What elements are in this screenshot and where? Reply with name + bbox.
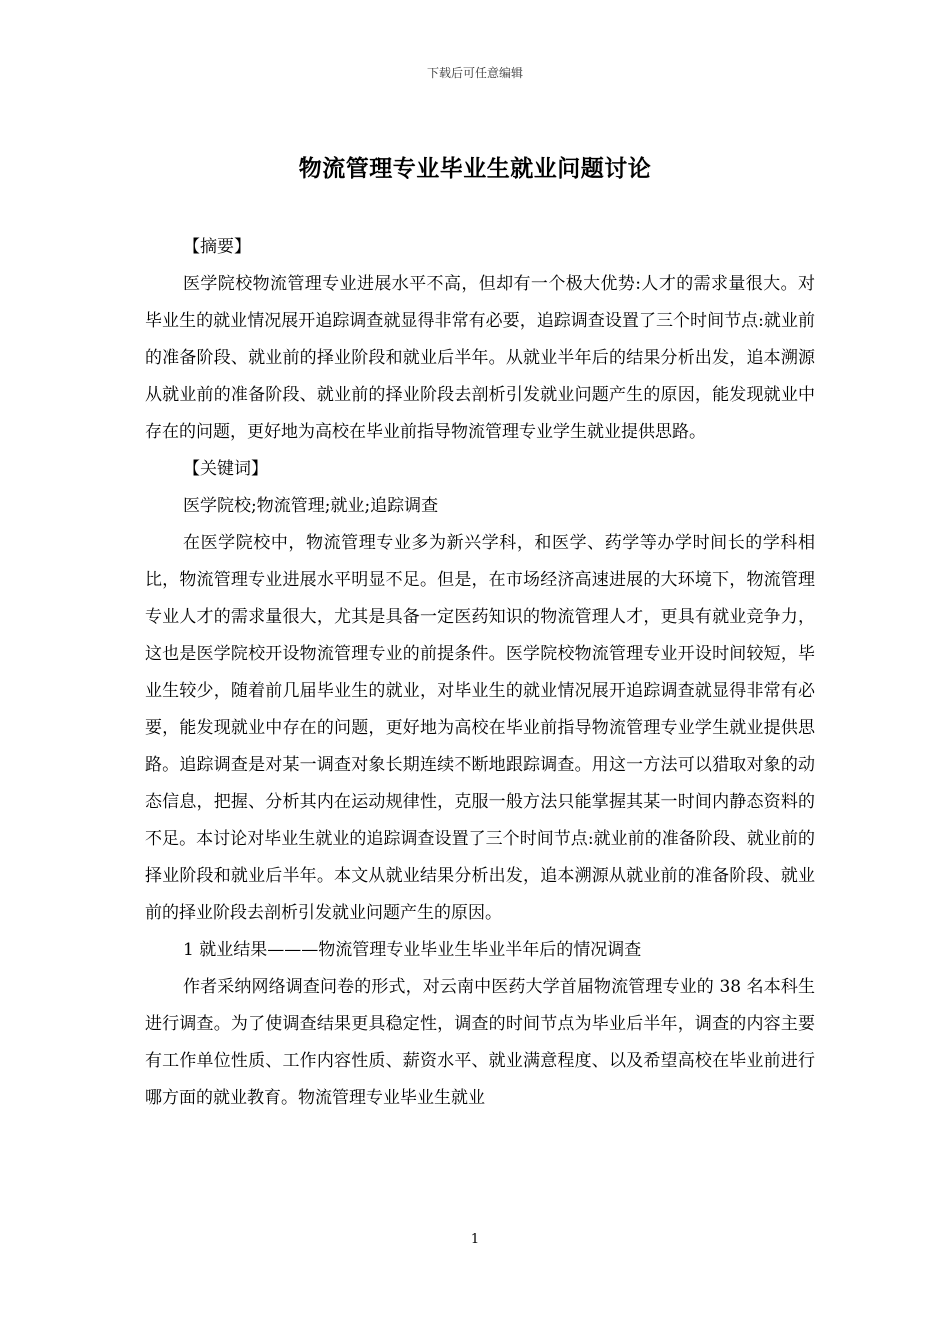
header-note: 下载后可任意编辑 — [426, 66, 523, 80]
abstract-heading: 【摘要】 — [183, 237, 251, 257]
document-title: 物流管理专业毕业生就业问题讨论 — [298, 155, 652, 182]
document-body — [145, 229, 815, 1117]
keywords-heading: 【关键词】 — [183, 459, 268, 479]
intro-paragraph: 在医学院校中，物流管理专业多为新兴学科，和医学、药学等办学时间长的学科相比，物流管理专业进展水平明显不足。但是，在市场经济高速进展的大环境下，物流管理专业人才的需求量很大，尤其是具备一定医药知识的物流管理人才，更具有就业竞争力，这也是医学院校开设物流管理专业的前提条件。医学院校物流管理专业开设时间较短，毕业生较少，随着前几届毕业生的就业，对毕业生的就业情况展开追踪调查就显得非常有必要，能发现就业中存在的问题，更好地为高校在毕业前指导物流管理专业学生就业提供思路。追踪调查是对某一调查对象长期连续不断地跟踪调查。用这一方法可以猎取对象的动态信息，把握、分析其内在运动规律性，克服一般方法只能掌握其某一时间内静态资料的不足。本讨论对毕业生就业的追踪调查设置了三个时间节点:就业前的准备阶段、就业前的择业阶段和就业后半年。本文从就业结果分析出发，追本溯源从就业前的准备阶段、就业前的择业阶段去剖析引发就业问题产生的原因。 — [145, 533, 815, 923]
section-paragraph: 作者采纳网络调查问卷的形式，对云南中医药大学首届物流管理专业的 38 名本科生进行调查。为了使调查结果更具稳定性，调查的时间节点为毕业后半年，调查的内容主要有工作单位性质、工作内容性质、薪资水平、就业满意程度、以及希望高校在毕业前进行哪方面的就业教育。物流管理专业毕业生就业 — [145, 977, 815, 1108]
page-number: 1 — [470, 1232, 480, 1247]
section-heading: 1 就业结果———物流管理专业毕业生毕业半年后的情况调查 — [183, 940, 642, 960]
abstract-paragraph: 医学院校物流管理专业进展水平不高，但却有一个极大优势:人才的需求量很大。对毕业生的就业情况展开追踪调查就显得非常有必要，追踪调查设置了三个时间节点:就业前的准备阶段、就业前的择业阶段和就业后半年。从就业半年后的结果分析出发，追本溯源从就业前的准备阶段、就业前的择业阶段去剖析引发就业问题产生的原因，能发现就业中存在的问题，更好地为高校在毕业前指导物流管理专业学生就业提供思路。 — [145, 274, 815, 442]
keywords-paragraph: 医学院校;物流管理;就业;追踪调查 — [183, 496, 439, 516]
